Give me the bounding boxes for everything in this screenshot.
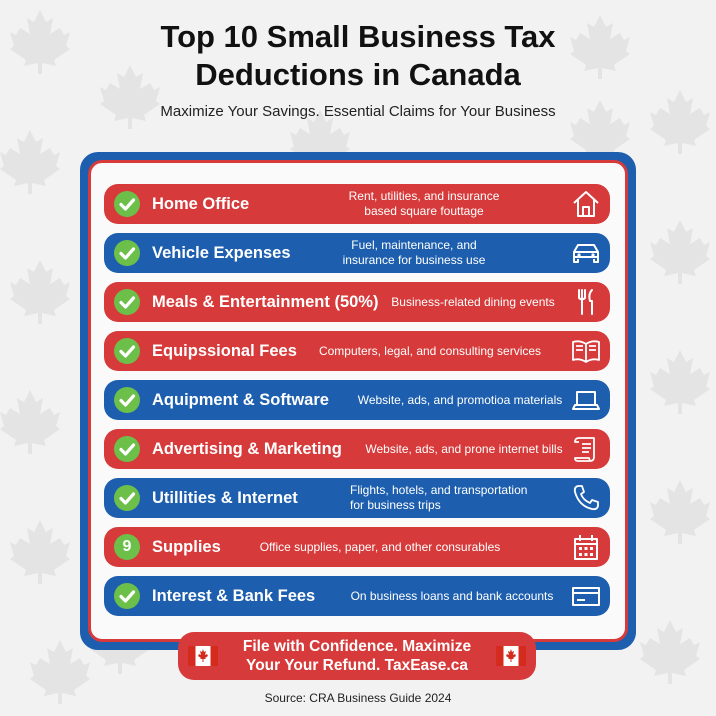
fork-knife-icon bbox=[570, 286, 602, 318]
cta-line-1: File with Confidence. Maximize bbox=[242, 638, 472, 655]
deduction-description: Computers, legal, and consulting services bbox=[318, 343, 542, 358]
house-icon bbox=[570, 188, 602, 220]
deduction-label: Interest & Bank Fees bbox=[152, 587, 316, 605]
scroll-icon bbox=[570, 433, 602, 465]
page-title bbox=[0, 18, 716, 94]
cta-text bbox=[226, 637, 488, 675]
title-line-2: Deductions in Canada bbox=[195, 57, 521, 92]
deduction-label: Aquipment & Software bbox=[152, 391, 329, 409]
deduction-row-home-office bbox=[104, 184, 610, 224]
deduction-label: Equipssional Fees bbox=[152, 342, 297, 360]
subtitle: Maximize Your Savings. Essential Claims for Your Business bbox=[160, 103, 556, 120]
deduction-label: Meals & Entertainment (50%) bbox=[152, 293, 379, 311]
check-icon bbox=[114, 387, 140, 413]
deduction-label: Utillities & Internet bbox=[152, 489, 298, 507]
deduction-description: Website, ads, and prone internet bills bbox=[365, 441, 563, 456]
deduction-row-vehicle-expenses bbox=[104, 233, 610, 273]
laptop-icon bbox=[570, 384, 602, 416]
deduction-label: Supplies bbox=[152, 538, 221, 556]
check-icon bbox=[114, 338, 140, 364]
canada-flag-icon bbox=[188, 646, 218, 666]
deduction-label: Home Office bbox=[152, 195, 250, 213]
phone-icon bbox=[570, 482, 602, 514]
cta-line-2: Your Your Refund. TaxEase.ca bbox=[246, 657, 468, 674]
check-icon bbox=[114, 191, 140, 217]
deduction-description: Fuel, maintenance, and insurance for business use bbox=[342, 238, 486, 267]
car-icon bbox=[570, 237, 602, 269]
canada-flag-icon bbox=[496, 646, 526, 666]
deduction-row-interest-bank-fees bbox=[104, 576, 610, 616]
check-icon bbox=[114, 240, 140, 266]
deduction-description: Rent, utilities, and insurance based square fouttage bbox=[348, 189, 500, 218]
cta-banner bbox=[178, 632, 536, 680]
check-icon bbox=[114, 289, 140, 315]
deduction-description: Business-related dining events bbox=[391, 294, 555, 309]
credit-card-icon bbox=[570, 580, 602, 612]
deduction-row-supplies bbox=[104, 527, 610, 567]
deduction-row-professional-fees bbox=[104, 331, 610, 371]
source-note: Source: CRA Business Guide 2024 bbox=[264, 691, 452, 705]
deduction-label: Advertising & Marketing bbox=[152, 440, 342, 458]
book-icon bbox=[570, 335, 602, 367]
deduction-label: Vehicle Expenses bbox=[152, 244, 291, 262]
calendar-icon bbox=[570, 531, 602, 563]
check-icon bbox=[114, 583, 140, 609]
deduction-row-advertising-marketing bbox=[104, 429, 610, 469]
check-icon bbox=[114, 436, 140, 462]
deduction-description: Website, ads, and promotioa materials bbox=[357, 392, 563, 407]
deduction-description: Office supplies, paper, and other consurables bbox=[259, 539, 501, 554]
deduction-row-utilities-internet bbox=[104, 478, 610, 518]
deduction-description: On business loans and bank accounts bbox=[350, 588, 554, 603]
deduction-description: Flights, hotels, and transportation for business trips bbox=[350, 483, 528, 512]
number-badge: 9 bbox=[114, 534, 140, 560]
title-line-1: Top 10 Small Business Tax bbox=[160, 19, 556, 54]
deduction-row-meals-entertainment bbox=[104, 282, 610, 322]
check-icon bbox=[114, 485, 140, 511]
deduction-row-equipment-software bbox=[104, 380, 610, 420]
